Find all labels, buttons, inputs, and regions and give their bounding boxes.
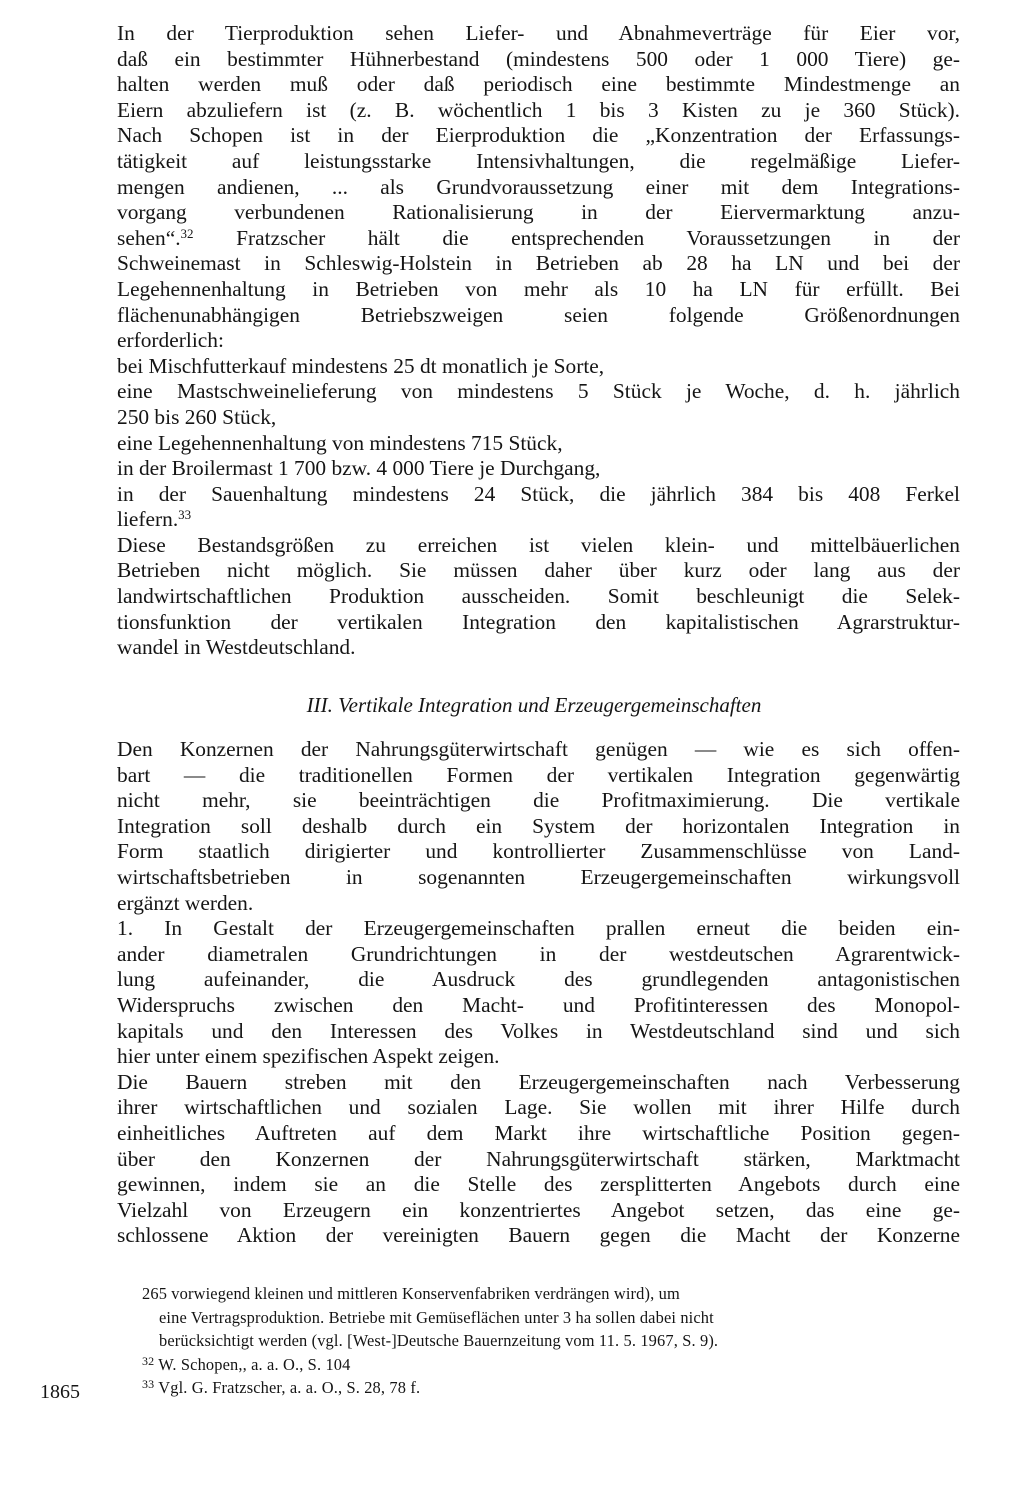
text-line: wirtschaftsbetrieben in sogenannten Erzeugergemeinschaften wirkungsvoll xyxy=(117,864,960,889)
text-line: wandel in Westdeutschland. xyxy=(117,635,356,660)
footnote-continuation: berücksichtigt werden (vgl. [West-]Deutsche Bauernzeitung vom 11. 5. 1967, S. 9). xyxy=(159,1331,719,1351)
text-line: flächenunabhängigen Betriebszweigen seien folgende Größenordnungen xyxy=(117,302,960,327)
text-line: tionsfunktion der vertikalen Integration den kapitalistischen Agrarstruktur- xyxy=(117,609,960,634)
text-fragment: liefern. xyxy=(117,507,179,532)
text-line: daß ein bestimmter Hühnerbestand (mindestens 500 oder 1 000 Tiere) ge- xyxy=(117,46,960,71)
text-line: Vielzahl von Erzeugern ein konzentriertes Angebot setzen, das eine ge- xyxy=(117,1197,960,1222)
text-line: erforderlich: xyxy=(117,328,224,353)
text-line: ihrer wirtschaftlichen und sozialen Lage. Sie wollen mit ihrer Hilfe durch xyxy=(117,1095,960,1120)
text-line: ergänzt werden. xyxy=(117,890,254,915)
text-line: Nach Schopen ist in der Eierproduktion die „Konzentration der Erfassungs- xyxy=(117,123,960,148)
footnote-continuation: eine Vertragsproduktion. Betriebe mit Gemüseflächen unter 3 ha sollen dabei nicht xyxy=(159,1307,714,1327)
body-text-part-2 xyxy=(117,737,960,1249)
text-line: tätigkeit auf leistungsstarke Intensivhaltungen, die regelmäßige Liefer- xyxy=(117,148,960,173)
text-line: Widerspruchs zwischen den Macht- und Profitinteressen des Monopol- xyxy=(117,992,960,1017)
footnote-text: Vgl. G. Fratzscher, a. a. O., S. 28, 78 f. xyxy=(158,1378,421,1398)
text-line: landwirtschaftlichen Produktion ausscheiden. Somit beschleunigt die Selek- xyxy=(117,584,960,609)
footnote-number: 33 xyxy=(142,1377,155,1392)
text-line: bei Mischfutterkauf mindestens 25 dt monatlich je Sorte, xyxy=(117,353,605,378)
text-line: Den Konzernen der Nahrungsgüterwirtschaft genügen — wie es sich offen- xyxy=(117,737,960,761)
section-heading: III. Vertikale Integration und Erzeugergemeinschaften xyxy=(306,693,762,717)
text-line-with-footnote xyxy=(117,226,960,252)
text-line: nicht mehr, sie beeinträchtigen die Profitmaximierung. Die vertikale xyxy=(117,788,960,813)
text-line-with-footnote xyxy=(117,507,960,533)
text-line: Legehennenhaltung in Betrieben von mehr als 10 ha LN für erfüllt. Bei xyxy=(117,276,960,301)
footnotes xyxy=(142,1282,960,1400)
text-line: in der Sauenhaltung mindestens 24 Stück, die jährlich 384 bis 408 Ferkel xyxy=(117,481,960,506)
text-line: 250 bis 260 Stück, xyxy=(117,404,277,429)
text-line: Eiern abzuliefern ist (z. B. wöchentlich 1 bis 3 Kisten zu je 360 Stück). xyxy=(117,97,960,122)
footnote-33 xyxy=(142,1376,960,1400)
text-line: vorgang verbundenen Rationalisierung in der Eiervermarktung anzu- xyxy=(117,200,960,225)
text-line: über den Konzernen der Nahrungsgüterwirtschaft stärken, Marktmacht xyxy=(117,1146,960,1171)
page-number: 1865 xyxy=(40,1381,80,1403)
footnote-text: W. Schopen,, a. a. O., S. 104 xyxy=(158,1354,351,1374)
text-fragment: Fratzscher hält die entsprechenden Voraussetzungen in der xyxy=(236,225,960,250)
text-line: Betrieben nicht möglich. Sie müssen daher über kurz oder lang aus der xyxy=(117,558,960,583)
text-line: 1. In Gestalt der Erzeugergemeinschaften prallen erneut die beiden ein- xyxy=(117,916,960,941)
text-line: Schweinemast in Schleswig-Holstein in Betrieben ab 28 ha LN und bei der xyxy=(117,251,960,276)
body-text-part-1 xyxy=(117,21,960,661)
text-line: In der Tierproduktion sehen Liefer- und Abnahmeverträge für Eier vor, xyxy=(117,21,960,45)
footnote-ref-32: 32 xyxy=(180,225,194,241)
text-line: mengen andienen, ... als Grundvoraussetzung einer mit dem Integrations- xyxy=(117,174,960,199)
text-line: gewinnen, indem sie an die Stelle des zersplitterten Angebots durch eine xyxy=(117,1172,960,1197)
text-line: hier unter einem spezifischen Aspekt zeigen. xyxy=(117,1044,500,1069)
footnote-number: 32 xyxy=(142,1353,155,1368)
text-line: schlossene Aktion der vereinigten Bauern gegen die Macht der Konzerne xyxy=(117,1223,960,1248)
footnote-ref-33: 33 xyxy=(178,507,192,523)
footnote-continuation: 265 vorwiegend kleinen und mittleren Konservenfabriken verdrängen wird), um xyxy=(142,1284,680,1303)
text-line: Diese Bestandsgrößen zu erreichen ist vielen klein- und mittelbäuerlichen xyxy=(117,532,960,557)
text-line: einheitliches Auftreten auf dem Markt ihre wirtschaftliche Position gegen- xyxy=(117,1120,960,1145)
text-line: in der Broilermast 1 700 bzw. 4 000 Tiere je Durchgang, xyxy=(117,456,601,481)
text-line: bart — die traditionellen Formen der vertikalen Integration gegenwärtig xyxy=(117,762,960,787)
footnote-32 xyxy=(142,1353,960,1377)
text-line: eine Legehennenhaltung von mindestens 715 Stück, xyxy=(117,430,563,455)
text-line: ander diametralen Grundrichtungen in der westdeutschen Agrarentwick- xyxy=(117,941,960,966)
text-fragment: sehen“. xyxy=(117,225,181,250)
text-line: Die Bauern streben mit den Erzeugergemeinschaften nach Verbesserung xyxy=(117,1069,960,1094)
text-line: Integration soll deshalb durch ein System der horizontalen Integration in xyxy=(117,813,960,838)
text-line: Form staatlich dirigierter und kontrollierter Zusammenschlüsse von Land- xyxy=(117,839,960,864)
text-line: kapitals und den Interessen des Volkes in Westdeutschland sind und sich xyxy=(117,1018,960,1043)
text-line: lung aufeinander, die Ausdruck des grundlegenden antagonistischen xyxy=(117,967,960,992)
text-line: eine Mastschweinelieferung von mindestens 5 Stück je Woche, d. h. jährlich xyxy=(117,379,960,404)
text-line: halten werden muß oder daß periodisch eine bestimmte Mindestmenge an xyxy=(117,72,960,97)
